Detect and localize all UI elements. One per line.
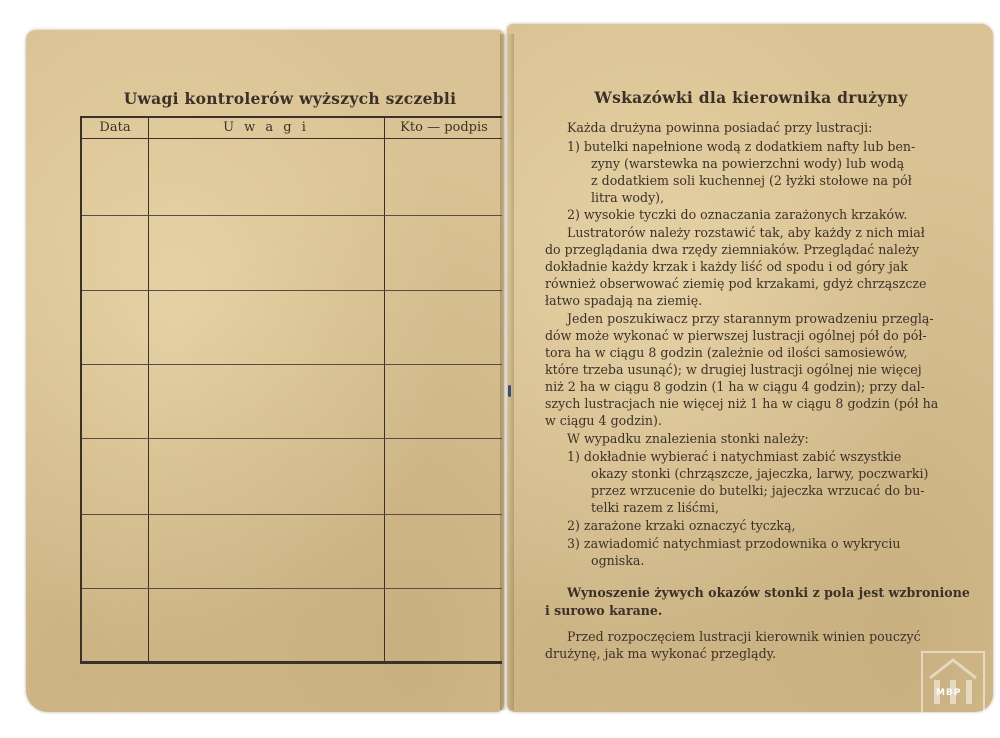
table-row bbox=[82, 438, 502, 439]
warning-line: i surowo karane. bbox=[545, 603, 663, 618]
booklet-spine bbox=[500, 34, 514, 710]
ink-mark bbox=[508, 385, 511, 397]
instruction-line: do przeglądania dwa rzędy ziemniaków. Przeglądać należy bbox=[545, 242, 920, 257]
table-row bbox=[82, 364, 502, 365]
instruction-line: z dodatkiem soli kuchennej (2 łyżki stołowe na pół bbox=[591, 173, 912, 188]
watermark-text: MBP bbox=[936, 688, 962, 698]
instruction-line: Jeden poszukiwacz przy starannym prowadzeniu przeglą- bbox=[567, 311, 934, 326]
closing-line: Przed rozpoczęciem lustracji kierownik winien pouczyć bbox=[567, 629, 921, 644]
instruction-line: Każda drużyna powinna posiadać przy lustracji: bbox=[567, 120, 873, 135]
instruction-line: również obserwować ziemię pod krzakami, gdyż chrząszcze bbox=[545, 276, 927, 291]
instruction-line: tora ha w ciągu 8 godzin (zależnie od ilości samosiewów, bbox=[545, 345, 908, 360]
table-row bbox=[82, 588, 502, 589]
instruction-line: dokładnie każdy krzak i każdy liść od spodu i od góry jak bbox=[545, 259, 908, 274]
instruction-line: 2) wysokie tyczki do oznaczania zarażonych krzaków. bbox=[567, 207, 908, 222]
instruction-line: Lustratorów należy rozstawić tak, aby każdy z nich miał bbox=[567, 225, 925, 240]
inspection-notes-table bbox=[80, 116, 502, 664]
header-notes: U w a g i bbox=[223, 120, 309, 135]
instruction-line: zyny (warstewka na powierzchni wody) lub wodą bbox=[591, 156, 905, 171]
instruction-line: dów może wykonać w pierwszej lustracji ogólnej pół do pół- bbox=[545, 328, 927, 343]
closing-line: drużynę, jak ma wykonać przeglądy. bbox=[545, 646, 777, 661]
header-date: Data bbox=[99, 120, 131, 135]
instruction-line: telki razem z liśćmi, bbox=[591, 500, 719, 515]
instruction-line: 1) dokładnie wybierać i natychmiast zabić wszystkie bbox=[567, 449, 902, 464]
right-page-title: Wskazówki dla kierownika drużyny bbox=[594, 88, 908, 107]
instruction-line: litra wody), bbox=[591, 190, 665, 205]
instruction-line: w ciągu 4 godzin). bbox=[545, 413, 662, 428]
table-row bbox=[82, 514, 502, 515]
library-logo-icon bbox=[918, 648, 988, 718]
instruction-line: które trzeba usunąć); w drugiej lustracji ogólnej nie więcej bbox=[545, 362, 922, 377]
table-header-divider bbox=[82, 138, 502, 139]
instruction-line: niż 2 ha w ciągu 8 godzin (1 ha w ciągu 4 godzin); przy dal- bbox=[545, 379, 925, 394]
warning-line: Wynoszenie żywych okazów stonki z pola jest wzbronione bbox=[567, 585, 970, 600]
instruction-line: łatwo spadają na ziemię. bbox=[545, 293, 703, 308]
col-divider-date bbox=[148, 118, 149, 661]
instruction-line: W wypadku znalezienia stonki należy: bbox=[567, 431, 809, 446]
instruction-line: 2) zarażone krzaki oznaczyć tyczką, bbox=[567, 518, 796, 533]
instruction-line: okazy stonki (chrząszcze, jajeczka, larwy, poczwarki) bbox=[591, 466, 929, 481]
left-page-title: Uwagi kontrolerów wyższych szczebli bbox=[123, 89, 457, 108]
instruction-line: 3) zawiadomić natychmiast przodownika o wykryciu bbox=[567, 536, 901, 551]
table-row bbox=[82, 215, 502, 216]
col-divider-notes bbox=[384, 118, 385, 661]
table-row bbox=[82, 290, 502, 291]
instruction-line: szych lustracjach nie więcej niż 1 ha w ciągu 8 godzin (pół ha bbox=[545, 396, 939, 411]
instruction-line: ogniska. bbox=[591, 553, 645, 568]
header-signature: Kto — podpis bbox=[400, 120, 488, 135]
instruction-line: 1) butelki napełnione wodą z dodatkiem nafty lub ben- bbox=[567, 139, 916, 154]
instruction-line: przez wrzucenie do butelki; jajeczka wrzucać do bu- bbox=[591, 483, 925, 498]
